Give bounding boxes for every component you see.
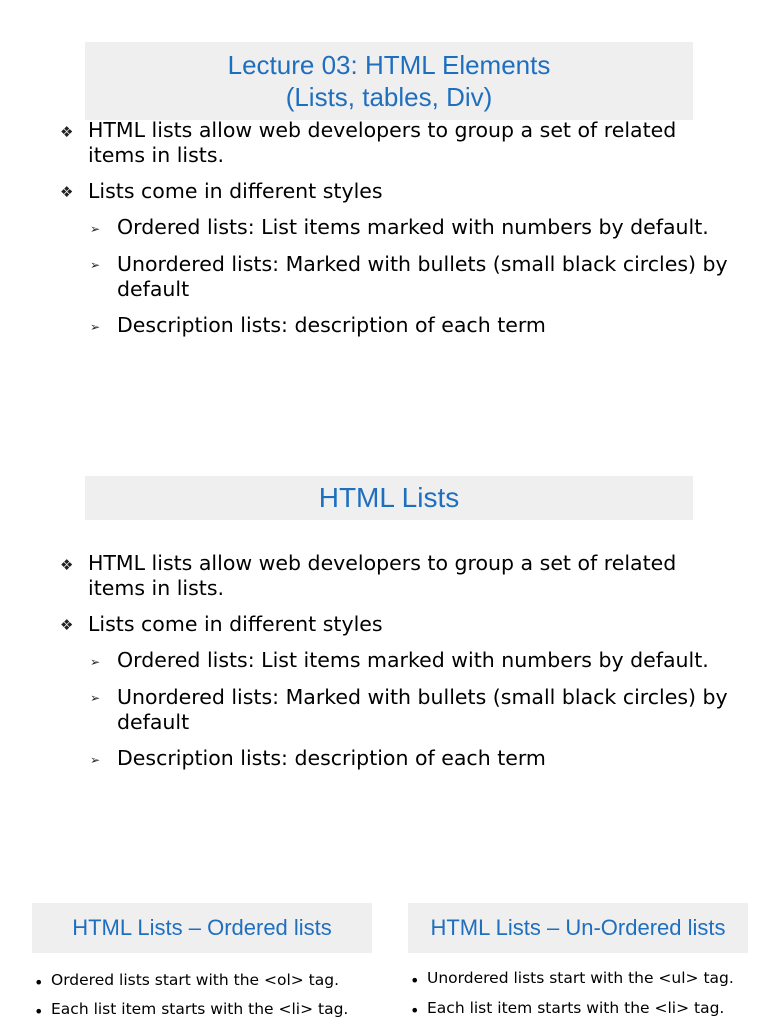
slide3-right-item-1: Unordered lists start with the <ul> tag.	[427, 969, 734, 987]
small-bullet-icon: •	[410, 1001, 420, 1020]
slide1-sub-bullet-3: Description lists: description of each term	[117, 313, 546, 337]
slide2-sub-bullet-3: Description lists: description of each term	[117, 746, 546, 770]
slide2-title-text: HTML Lists	[318, 482, 460, 513]
slide3-right-title: HTML Lists – Un-Ordered lists	[408, 903, 748, 953]
slide1-bullet-2: Lists come in different styles	[88, 179, 383, 203]
diamond-bullet-icon: ❖	[60, 183, 74, 201]
arrow-bullet-icon: ➢	[90, 753, 101, 767]
slide3-left-item-1: Ordered lists start with the <ol> tag.	[51, 971, 340, 989]
arrow-bullet-icon: ➢	[90, 222, 101, 236]
slide2-title	[85, 476, 693, 520]
slide2-sub-bullet-2: Unordered lists: Marked with bullets (small black circles) by default	[117, 685, 728, 734]
slide2-bullet-1: HTML lists allow web developers to group a set of related items in lists.	[88, 551, 677, 600]
slide1-title	[85, 42, 693, 120]
slide1-title-line1: Lecture 03: HTML Elements	[227, 50, 551, 80]
slide1-sub-bullet-1: Ordered lists: List items marked with numbers by default.	[117, 215, 709, 239]
diamond-bullet-icon: ❖	[60, 616, 74, 634]
slide2-bullet-2: Lists come in different styles	[88, 612, 383, 636]
small-bullet-icon: •	[34, 1002, 44, 1021]
small-bullet-icon: •	[34, 973, 44, 992]
slide1-title-line2: (Lists, tables, Div)	[285, 82, 493, 112]
slide2-sub-bullet-1: Ordered lists: List items marked with numbers by default.	[117, 648, 709, 672]
small-bullet-icon: •	[410, 971, 420, 990]
arrow-bullet-icon: ➢	[90, 655, 101, 669]
arrow-bullet-icon: ➢	[90, 691, 101, 705]
slide1-bullet-1: HTML lists allow web developers to group a set of related items in lists.	[88, 118, 677, 167]
diamond-bullet-icon: ❖	[60, 556, 74, 574]
slide3-left-title: HTML Lists – Ordered lists	[32, 903, 372, 953]
arrow-bullet-icon: ➢	[90, 258, 101, 272]
arrow-bullet-icon: ➢	[90, 320, 101, 334]
diamond-bullet-icon: ❖	[60, 123, 74, 141]
slide1-sub-bullet-2: Unordered lists: Marked with bullets (small black circles) by default	[117, 252, 728, 301]
slide3-left-item-2: Each list item starts with the <li> tag.	[51, 1000, 349, 1018]
slide3-right-item-2: Each list item starts with the <li> tag.	[427, 999, 725, 1017]
